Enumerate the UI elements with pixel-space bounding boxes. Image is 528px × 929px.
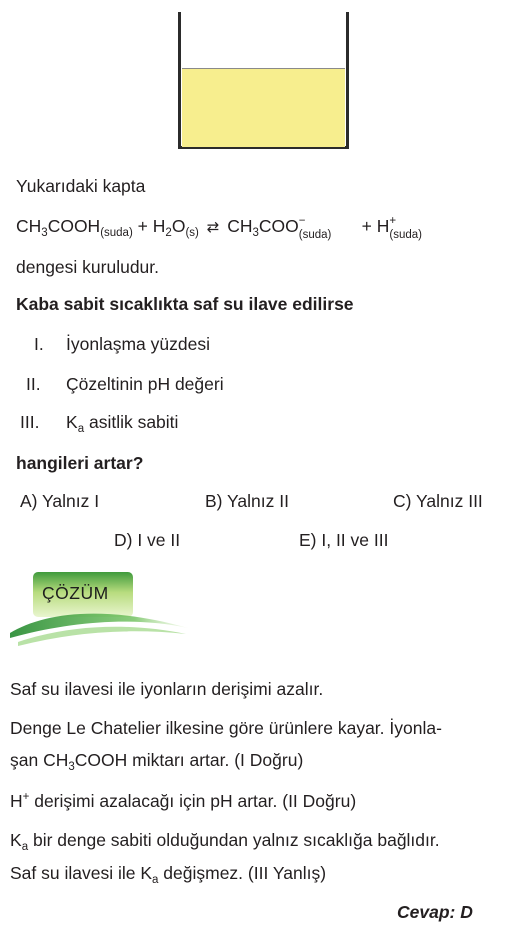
question-end: hangileri artar?: [16, 453, 144, 473]
option-d[interactable]: D) I ve II: [114, 530, 181, 550]
solution-line-5: $K_a$ bir denge sabiti olduğundan yalnız sıcaklığa bağlıdır.: [10, 830, 440, 853]
equilibrium-arrow: ⇄: [206, 218, 220, 236]
intro-text: Yukarıdaki kapta: [16, 176, 146, 196]
solution-line-4: H+ derişimi azalacağı için pH artar. (II Doğru): [10, 791, 357, 811]
item-3-text: $K_a$ asitlik sabiti: [66, 412, 179, 435]
option-b[interactable]: B) Yalnız II: [205, 491, 289, 511]
item-2-number: II.: [26, 374, 41, 394]
product-acetate: $CH_3COO$ − (suda): [227, 215, 332, 241]
reactant-acid: $CH_3COOH_{(suda)}$: [16, 216, 133, 239]
beaker-right-wall: [346, 12, 349, 149]
beaker-liquid: [182, 68, 345, 147]
solution-line-2: Denge Le Chatelier ilkesine göre ürünlere kayar. İyonla-: [10, 718, 442, 738]
product-hydrogen-ion: H + (suda): [376, 215, 422, 241]
reaction-equation: [16, 215, 447, 241]
option-e[interactable]: E) I, II ve III: [299, 530, 389, 550]
solution-line-1: Saf su ilavesi ile iyonların derişimi azalır.: [10, 679, 324, 699]
option-a[interactable]: A) Yalnız I: [20, 491, 100, 511]
question-stem: Kaba sabit sıcaklıkta saf su ilave edilirse: [16, 294, 354, 314]
answer-label: Cevap: D: [397, 902, 473, 922]
item-3-number: III.: [20, 412, 40, 432]
solution-line-6: Saf su ilavesi ile $K_a$ değişmez. (III Yanlış): [10, 863, 327, 886]
solution-badge-label: ÇÖZÜM: [42, 583, 109, 603]
plus-sign: +: [137, 216, 148, 236]
item-2-text: Çözeltinin pH değeri: [66, 374, 224, 394]
item-1-text: İyonlaşma yüzdesi: [66, 334, 210, 354]
solution-line-3: şan $CH_3COOH$ miktarı artar. (I Doğru): [10, 750, 304, 773]
reactant-water: $H_2O_{(s)}$: [152, 216, 199, 239]
option-c[interactable]: C) Yalnız III: [393, 491, 483, 511]
item-1-number: I.: [34, 334, 44, 354]
badge-wave-graphic: [8, 568, 198, 650]
plus-sign: +: [361, 216, 372, 236]
equilibrium-note: dengesi kuruludur.: [16, 257, 160, 277]
beaker-left-wall: [178, 12, 181, 149]
